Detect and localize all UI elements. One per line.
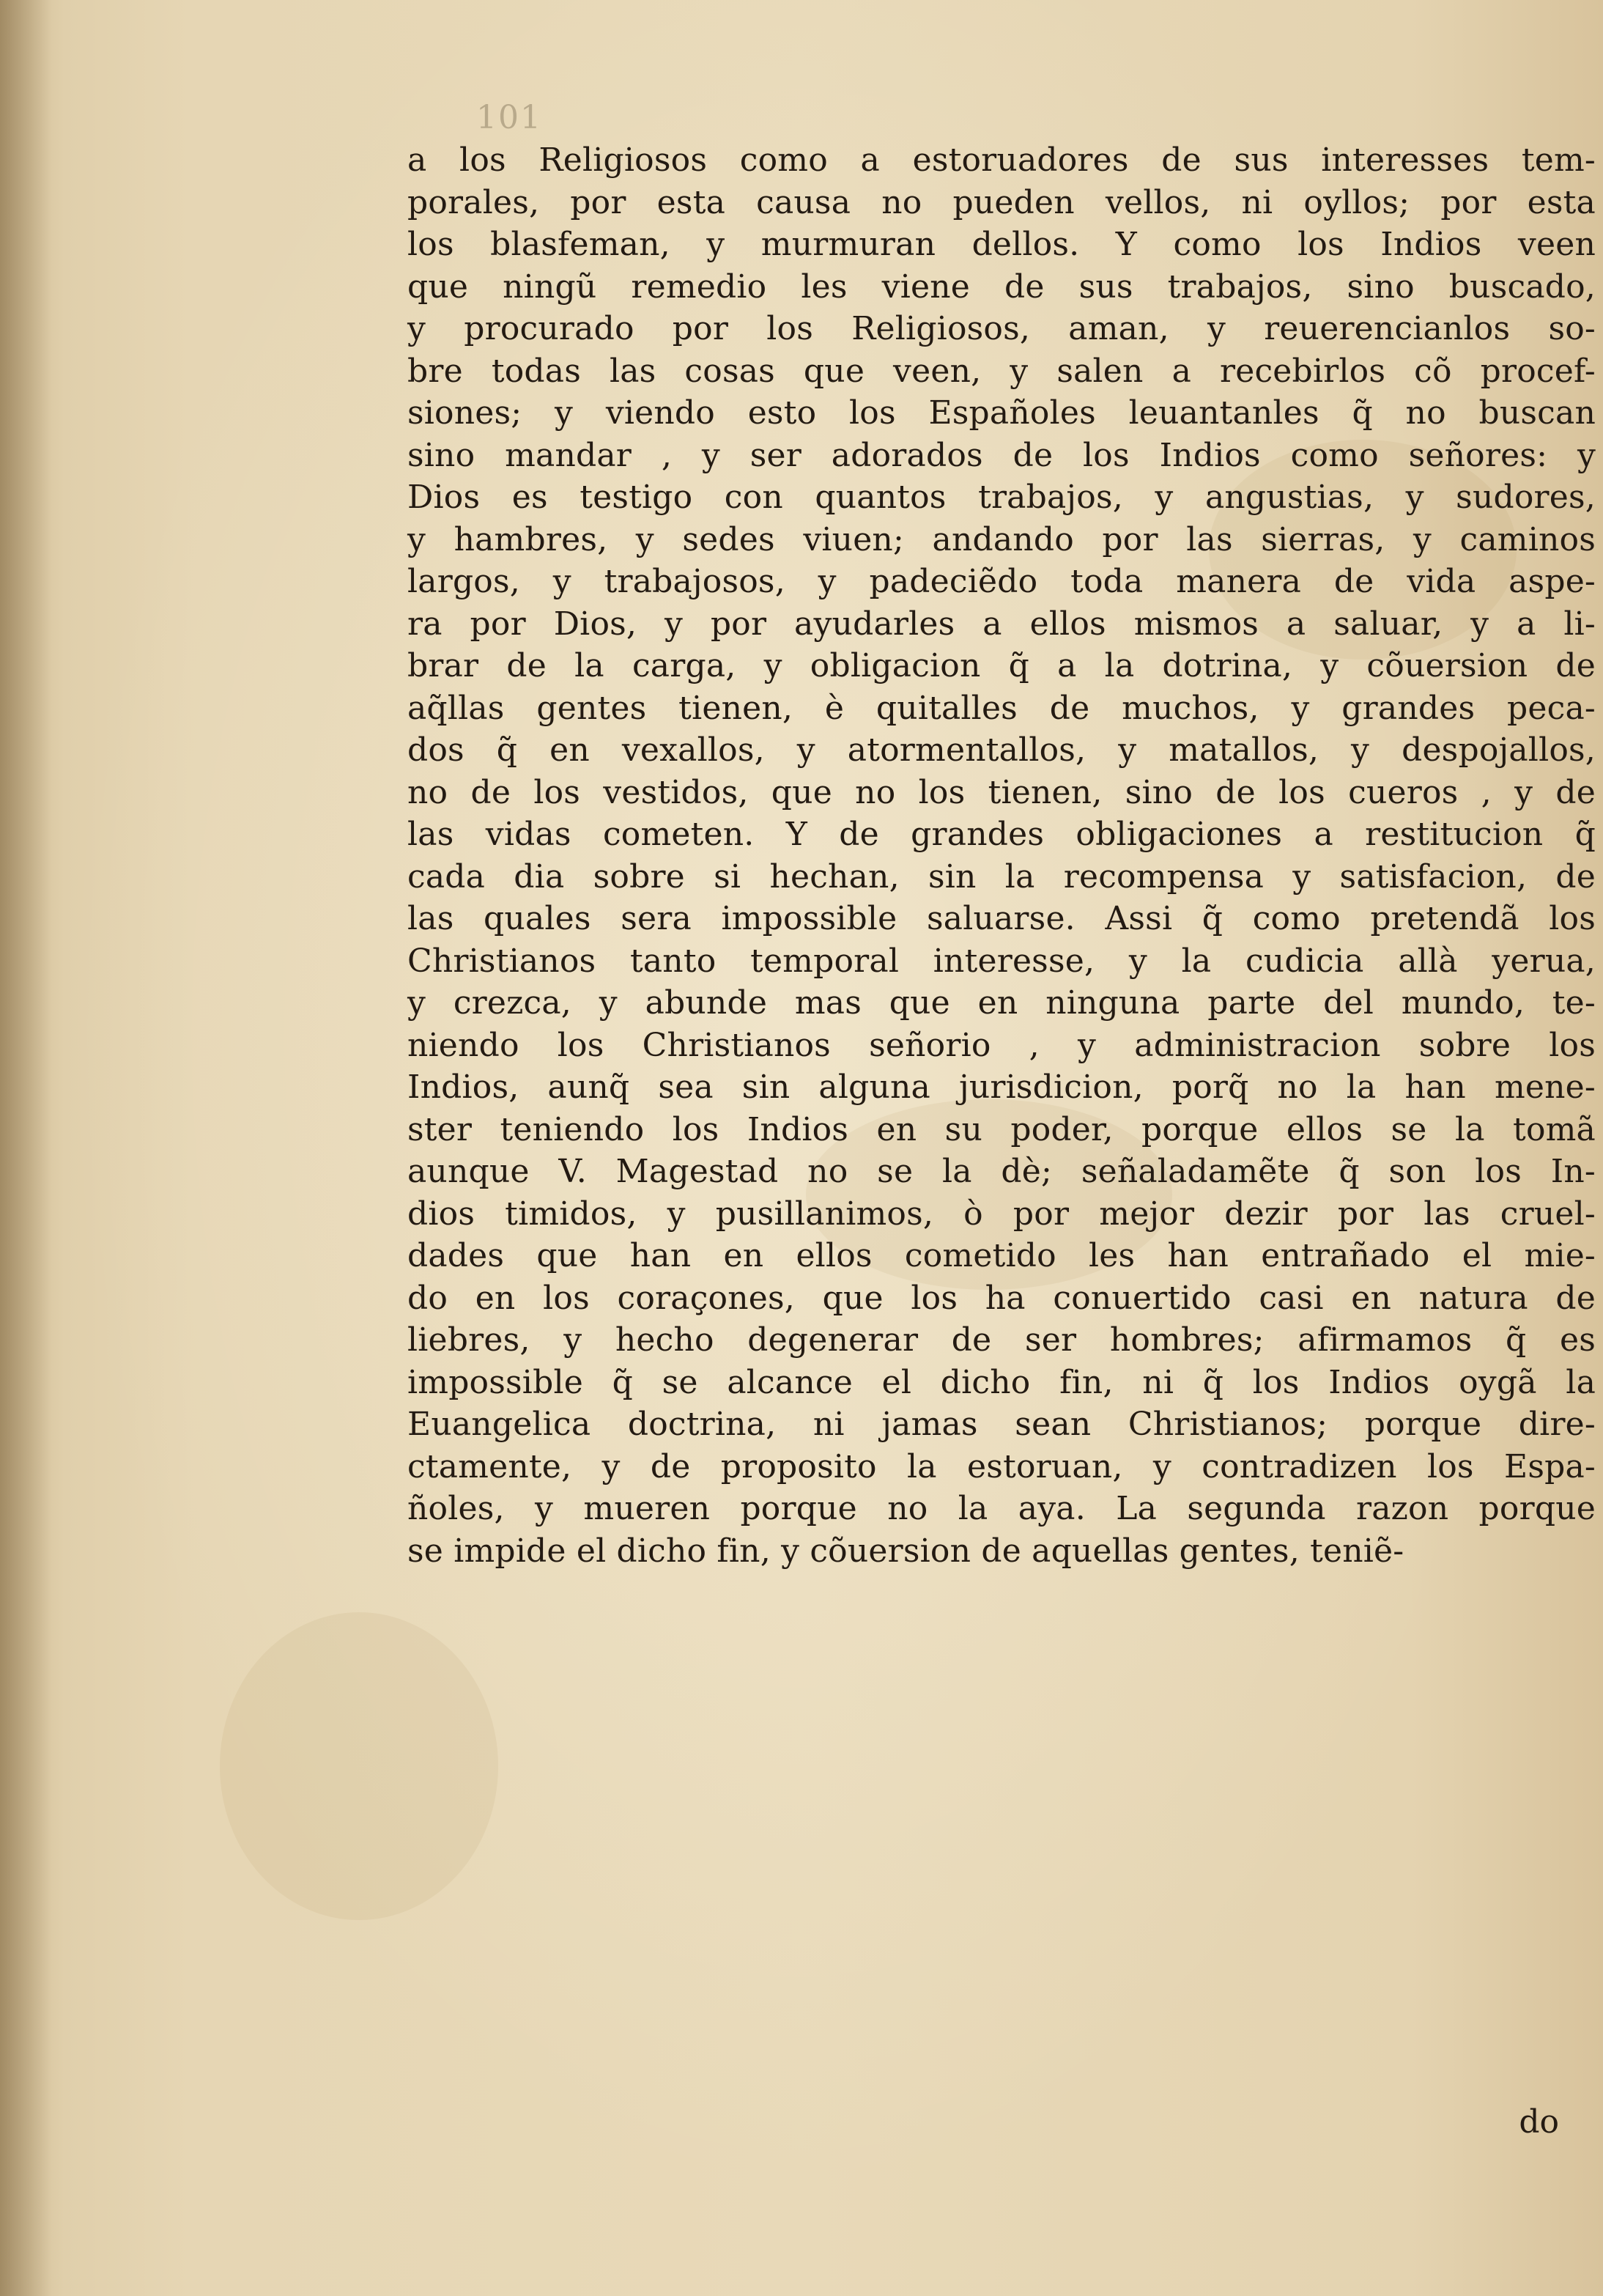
text-line: impossible q̃ se alcance el dicho fin, ni q̃ los Indios oygã la xyxy=(407,1363,1596,1401)
text-line: do en los coraçones, que los ha conuertido casi en natura de xyxy=(407,1279,1596,1317)
text-line: Christianos tanto temporal interesse, y la cudicia allà yerua, xyxy=(407,942,1596,980)
catchword: do xyxy=(1519,2103,1559,2141)
text-line: se impide el dicho fin, y cõuersion de aquellas gentes, teniẽ- xyxy=(407,1532,1404,1570)
text-line: y hambres, y sedes viuen; andando por las sierras, y caminos xyxy=(407,520,1596,558)
text-line: bre todas las cosas que veen, y salen a recebirlos cõ procef- xyxy=(407,352,1596,390)
text-line: ster teniendo los Indios en su poder, porque ellos se la tomã xyxy=(407,1110,1596,1148)
text-line: largos, y trabajosos, y padeciẽdo toda manera de vida aspe- xyxy=(407,563,1596,600)
text-line: los blasfeman, y murmuran dellos. Y como los Indios veen xyxy=(407,226,1596,263)
text-line: porales, por esta causa no pueden vellos, ni oyllos; por esta xyxy=(407,183,1596,221)
text-line: ñoles, y mueren porque no la aya. La segunda razon porque xyxy=(407,1490,1596,1527)
text-line: Indios, aunq̃ sea sin alguna jurisdicion, porq̃ no la han mene- xyxy=(407,1068,1596,1106)
text-line: dios timidos, y pusillanimos, ò por mejor dezir por las cruel- xyxy=(407,1195,1596,1233)
text-line: dos q̃ en vexallos, y atormentallos, y matallos, y despojallos, xyxy=(407,731,1596,769)
text-line: a los Religiosos como a estoruadores de sus interesses tem- xyxy=(407,141,1596,179)
text-line: y crezca, y abunde mas que en ninguna parte del mundo, te- xyxy=(407,984,1596,1022)
text-line: siones; y viendo esto los Españoles leuantanles q̃ no buscan xyxy=(407,394,1596,432)
text-line: las vidas cometen. Y de grandes obligaciones a restitucion q̃ xyxy=(407,816,1596,853)
text-line: las quales sera impossible saluarse. Assi q̃ como pretendã los xyxy=(407,900,1596,937)
text-line: brar de la carga, y obligacion q̃ a la dotrina, y cõuersion de xyxy=(407,647,1596,684)
text-line: y procurado por los Religiosos, aman, y reuerencianlos so- xyxy=(407,310,1596,347)
text-line: dades que han en ellos cometido les han entrañado el mie- xyxy=(407,1237,1596,1274)
text-line: Euangelica doctrina, ni jamas sean Christianos; porque dire- xyxy=(407,1406,1596,1443)
paper-stain xyxy=(220,1612,498,1920)
text-block xyxy=(407,139,1596,1572)
text-line: ra por Dios, y por ayudarles a ellos mismos a saluar, y a li- xyxy=(407,605,1596,643)
text-line: no de los vestidos, que no los tienen, sino de los cueros , y de xyxy=(407,773,1596,811)
text-line: niendo los Christianos señorio , y administracion sobre los xyxy=(407,1026,1596,1064)
text-line: que ningũ remedio les viene de sus trabajos, sino buscado, xyxy=(407,267,1596,306)
text-line: ctamente, y de proposito la estoruan, y contradizen los Espa- xyxy=(407,1447,1596,1485)
text-line: aunque V. Magestad no se la dè; señaladamẽte q̃ son los In- xyxy=(407,1153,1596,1190)
text-line: Dios es testigo con quantos trabajos, y angustias, y sudores, xyxy=(407,479,1596,516)
text-line: cada dia sobre si hechan, sin la recompensa y satisfacion, de xyxy=(407,857,1596,896)
gutter-shadow xyxy=(0,0,51,2296)
text-line: sino mandar , y ser adorados de los Indios como señores: y xyxy=(407,436,1596,474)
folio-number: 101 xyxy=(476,99,542,136)
text-line: aq̃llas gentes tienen, è quitalles de muchos, y grandes peca- xyxy=(407,689,1596,727)
text-line: liebres, y hecho degenerar de ser hombres; afirmamos q̃ es xyxy=(407,1321,1596,1359)
